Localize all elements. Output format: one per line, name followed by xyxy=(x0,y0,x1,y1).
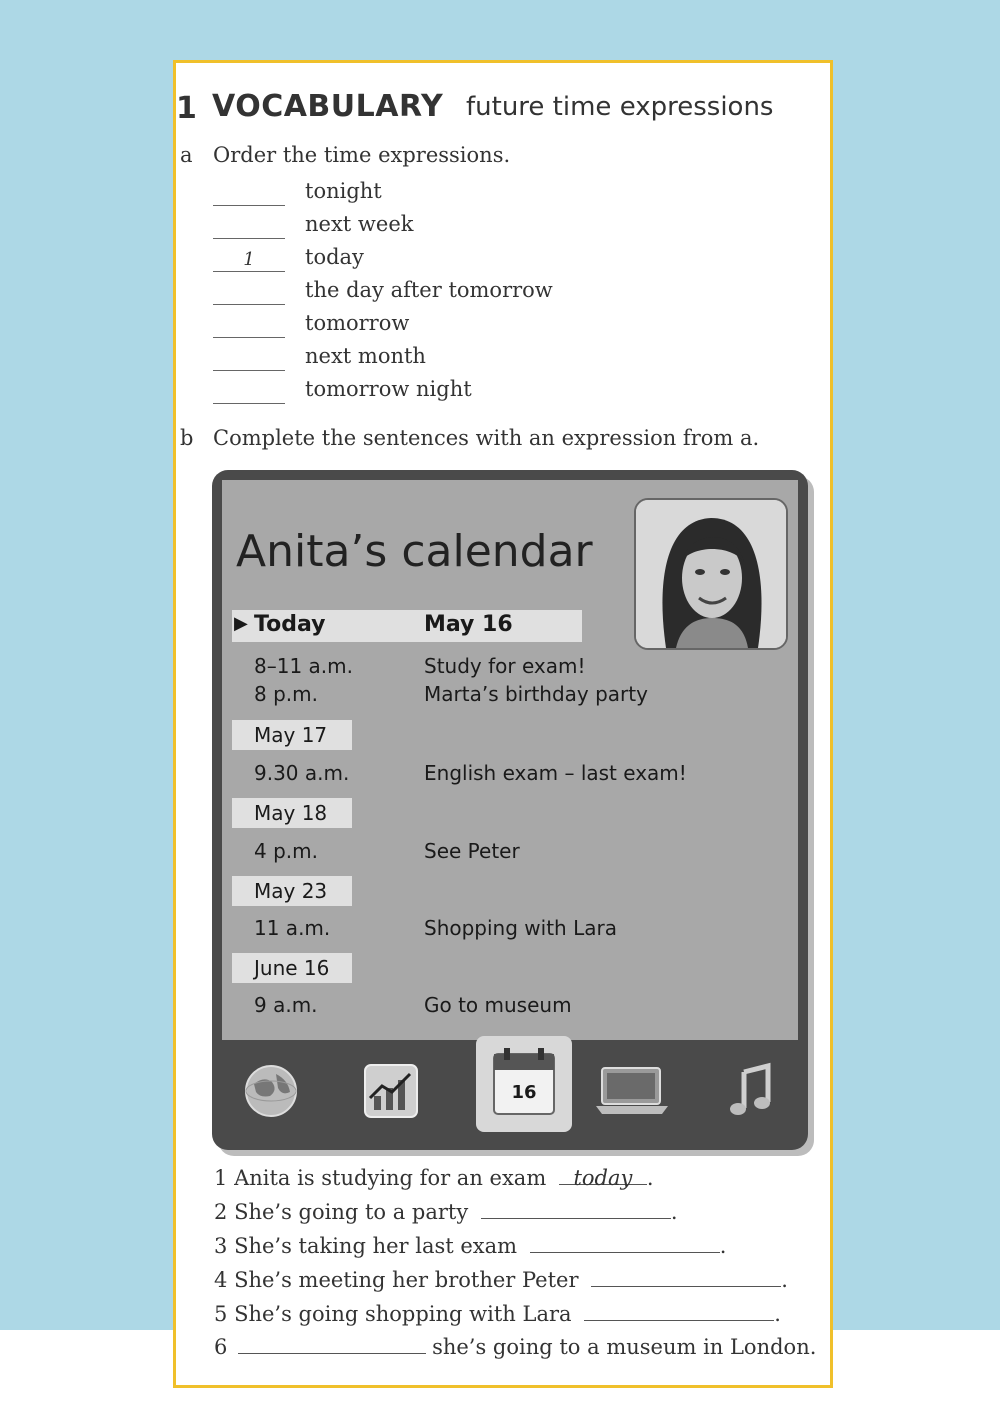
sentence-number: 3 xyxy=(214,1234,228,1258)
order-answer-blank[interactable] xyxy=(213,282,285,305)
part-a-instruction: Order the time expressions. xyxy=(213,143,511,167)
calendar-icon[interactable] xyxy=(476,1036,572,1132)
today-date: May 16 xyxy=(424,612,513,637)
sentence xyxy=(214,1268,788,1292)
entry-event: Shopping with Lara xyxy=(424,916,617,940)
sentence xyxy=(214,1200,678,1224)
entry-time: 4 p.m. xyxy=(254,839,318,863)
sentence-text: She’s going shopping with Lara xyxy=(234,1302,572,1326)
order-item-text: next month xyxy=(305,344,426,368)
globe-icon[interactable] xyxy=(242,1062,300,1120)
sentence xyxy=(214,1302,781,1326)
sentence xyxy=(214,1234,726,1258)
sentence-answer[interactable]: today xyxy=(559,1166,647,1185)
entry-event: See Peter xyxy=(424,839,520,863)
laptop-icon[interactable] xyxy=(592,1062,672,1120)
entry-event: English exam – last exam! xyxy=(424,761,687,785)
order-answer-blank[interactable] xyxy=(213,348,285,371)
sentence-number: 6 xyxy=(214,1335,228,1359)
order-answer-blank[interactable]: 1 xyxy=(213,249,285,272)
order-item-text: the day after tomorrow xyxy=(305,278,553,302)
music-note-icon[interactable] xyxy=(722,1062,780,1120)
entry-time: 9 a.m. xyxy=(254,993,318,1017)
entry-event: Marta’s birthday party xyxy=(424,682,648,706)
calendar-icon-day: 16 xyxy=(511,1082,537,1103)
sentence-answer[interactable] xyxy=(238,1335,426,1354)
sentence-end: . xyxy=(670,1200,678,1224)
sentence-text: She’s going to a party xyxy=(234,1200,469,1224)
sentence-text: She’s taking her last exam xyxy=(234,1234,518,1258)
order-answer-blank[interactable] xyxy=(213,315,285,338)
entry-time: 8–11 a.m. xyxy=(254,654,353,678)
order-item-text: tomorrow xyxy=(305,311,410,335)
day-date: May 17 xyxy=(254,723,328,747)
entry-time: 8 p.m. xyxy=(254,682,318,706)
order-item-text: tonight xyxy=(305,179,382,203)
exercise-title: VOCABULARY xyxy=(212,89,444,124)
entry-event: Go to museum xyxy=(424,993,572,1017)
part-b-letter: b xyxy=(180,426,194,450)
sentence-text: She’s meeting her brother Peter xyxy=(234,1268,579,1292)
sentence xyxy=(214,1335,816,1359)
day-date: May 18 xyxy=(254,801,328,825)
day-date: June 16 xyxy=(254,956,330,980)
sentence xyxy=(214,1166,654,1190)
worksheet xyxy=(173,60,833,1388)
calendar-title: Anita’s calendar xyxy=(236,526,593,577)
order-item-text: tomorrow night xyxy=(305,377,472,401)
sentence-answer[interactable] xyxy=(584,1302,774,1321)
part-b-instruction: Complete the sentences with an expression from a. xyxy=(213,426,760,450)
app-dock xyxy=(222,1050,798,1140)
order-answer-blank[interactable] xyxy=(213,216,285,239)
order-answer-blank[interactable] xyxy=(213,183,285,206)
sentence-number: 2 xyxy=(214,1200,228,1224)
exercise-number: 1 xyxy=(176,91,197,126)
sentence-end: . xyxy=(781,1268,788,1292)
sentence-number: 1 xyxy=(214,1166,228,1190)
order-item-text: next week xyxy=(305,212,414,236)
sentence-answer[interactable] xyxy=(481,1200,671,1219)
entry-time: 11 a.m. xyxy=(254,916,331,940)
sentence-text: Anita is studying for an exam xyxy=(234,1166,547,1190)
chart-icon[interactable] xyxy=(362,1062,420,1120)
day-date: May 23 xyxy=(254,879,328,903)
entry-time: 9.30 a.m. xyxy=(254,761,350,785)
play-arrow-icon: ▶ xyxy=(234,613,248,634)
order-answer-blank[interactable] xyxy=(213,381,285,404)
profile-photo xyxy=(634,498,788,650)
sentence-text: she’s going to a museum in London. xyxy=(432,1335,817,1359)
calendar-screen xyxy=(222,480,798,1040)
sentence-end: . xyxy=(774,1302,781,1326)
sentence-answer[interactable] xyxy=(591,1268,781,1287)
today-label: Today xyxy=(254,612,326,637)
exercise-subtitle: future time expressions xyxy=(466,92,774,122)
sentence-end: . xyxy=(719,1234,727,1258)
sentence-number: 5 xyxy=(214,1302,228,1326)
order-item-text: today xyxy=(305,245,364,269)
sentence-number: 4 xyxy=(214,1268,228,1292)
part-a-letter: a xyxy=(180,143,193,167)
sentence-answer[interactable] xyxy=(530,1234,720,1253)
entry-event: Study for exam! xyxy=(424,654,586,678)
calendar-device xyxy=(212,470,808,1150)
sentence-end: . xyxy=(646,1166,654,1190)
